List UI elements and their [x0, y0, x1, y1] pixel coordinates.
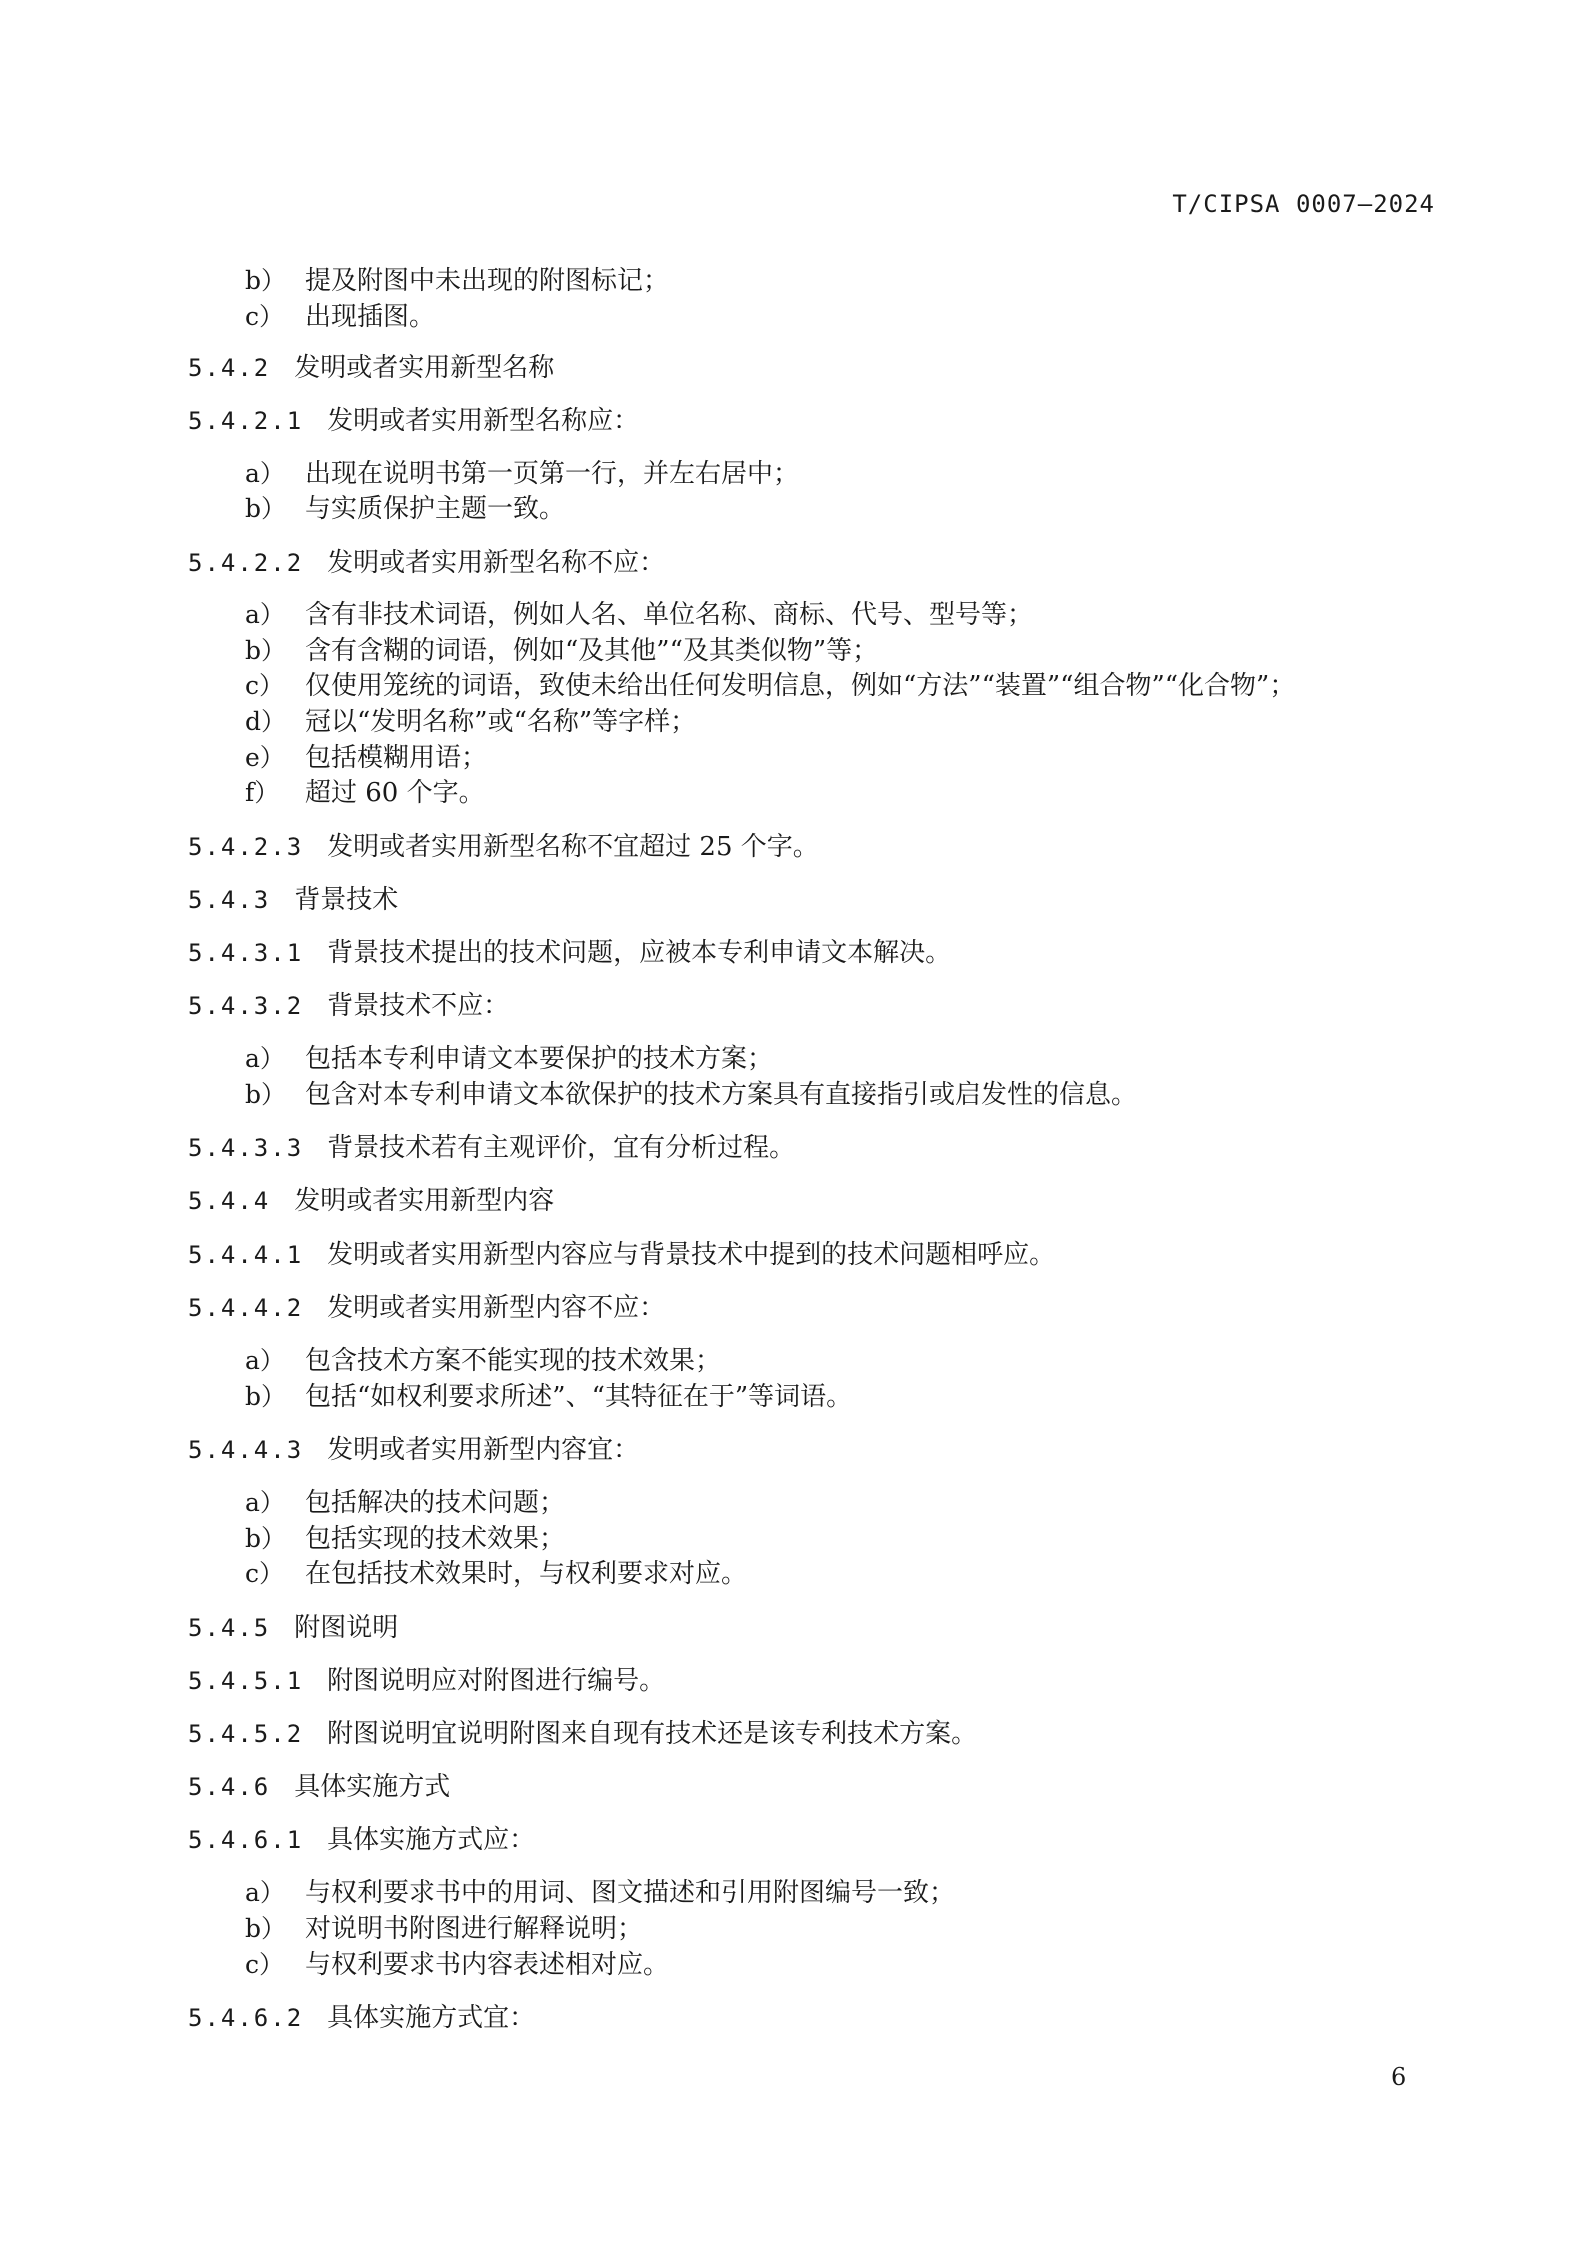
clause-number: 5.4.4.3	[188, 1436, 304, 1464]
clause-number: 5.4.5	[188, 1614, 271, 1642]
section-heading	[188, 403, 639, 439]
clause-number: 5.4.5.2	[188, 1720, 304, 1748]
list-item-marker: d）	[245, 707, 287, 736]
section-heading	[188, 1290, 665, 1326]
list-item-text: 出现在说明书第一页第一行，并左右居中；	[305, 459, 800, 489]
list-item-text: 含有非技术词语，例如人名、单位名称、商标、代号、型号等；	[305, 600, 1034, 630]
list-item	[245, 299, 435, 335]
clause-text: 具体实施方式应：	[327, 1825, 536, 1855]
clause-number: 5.4.6.1	[188, 1826, 304, 1854]
document-code: T/CIPSA 0007—2024	[1172, 190, 1435, 218]
list-item-text: 包括本专利申请文本要保护的技术方案；	[305, 1044, 774, 1074]
clause-text: 背景技术	[294, 885, 399, 915]
list-item-marker: b）	[245, 1080, 287, 1109]
section-heading	[188, 1183, 554, 1219]
section-heading	[188, 1769, 450, 1805]
section-heading	[188, 1130, 795, 1166]
list-item-text: 对说明书附图进行解释说明；	[305, 1914, 644, 1944]
list-item-text: 包括实现的技术效果；	[305, 1524, 566, 1554]
clause-number: 5.4.4	[188, 1187, 271, 1215]
list-item-text: 与实质保护主题一致。	[305, 494, 566, 524]
clause-text: 发明或者实用新型名称应：	[327, 406, 640, 436]
clause-text: 发明或者实用新型名称	[294, 353, 555, 383]
clause-number: 5.4.4.2	[188, 1294, 304, 1322]
list-item-text: 包括“如权利要求所述”、“其特征在于”等词语。	[305, 1382, 853, 1412]
section-heading	[188, 935, 951, 971]
list-item	[245, 1485, 565, 1521]
clause-number: 5.4.2.3	[188, 833, 304, 861]
list-item	[245, 263, 669, 299]
section-heading	[188, 1716, 977, 1752]
list-item	[245, 775, 485, 811]
list-item	[245, 668, 1295, 704]
list-item-marker: a）	[245, 1878, 285, 1907]
list-item-text: 仅使用笼统的词语，致使未给出任何发明信息，例如“方法”“装置”“组合物”“化合物”；	[305, 671, 1296, 701]
section-heading	[188, 882, 398, 918]
clause-number: 5.4.4.1	[188, 1241, 304, 1269]
section-heading	[188, 1822, 535, 1858]
section-heading	[188, 545, 665, 581]
list-item-text: 与权利要求书中的用词、图文描述和引用附图编号一致；	[305, 1878, 956, 1908]
clause-text: 背景技术不应：	[327, 991, 510, 1021]
list-item	[245, 1521, 565, 1557]
list-item-text: 超过 60 个字。	[305, 778, 485, 808]
clause-text: 附图说明	[294, 1613, 399, 1643]
clause-number: 5.4.2.2	[188, 549, 304, 577]
list-item	[245, 1379, 852, 1415]
list-item-marker: a）	[245, 1488, 285, 1517]
list-item-marker: a）	[245, 600, 285, 629]
clause-number: 5.4.3.2	[188, 992, 304, 1020]
list-item-marker: f）	[245, 778, 280, 807]
list-item-marker: b）	[245, 1382, 287, 1411]
section-heading	[188, 1237, 1055, 1273]
clause-text: 附图说明应对附图进行编号。	[327, 1666, 666, 1696]
list-item	[245, 1556, 747, 1592]
list-item	[245, 1343, 721, 1379]
list-item	[245, 1875, 955, 1911]
clause-number: 5.4.2	[188, 354, 271, 382]
page-number: 6	[1391, 2063, 1407, 2091]
clause-number: 5.4.6.2	[188, 2004, 304, 2032]
clause-text: 附图说明宜说明附图来自现有技术还是该专利技术方案。	[327, 1719, 978, 1749]
clause-number: 5.4.3.1	[188, 939, 304, 967]
section-heading	[188, 1610, 398, 1646]
list-item-marker: a）	[245, 459, 285, 488]
clause-text: 具体实施方式宜：	[327, 2003, 536, 2033]
section-heading	[188, 829, 819, 865]
list-item-text: 出现插图。	[305, 302, 436, 332]
section-heading	[188, 1663, 665, 1699]
list-item-marker: c）	[245, 1950, 285, 1979]
list-item-marker: e）	[245, 743, 285, 772]
section-heading	[188, 2000, 535, 2036]
list-item	[245, 633, 878, 669]
list-item	[245, 740, 487, 776]
clause-text: 发明或者实用新型内容	[294, 1186, 555, 1216]
list-item-text: 包含技术方案不能实现的技术效果；	[305, 1346, 722, 1376]
list-item	[245, 491, 565, 527]
section-heading	[188, 988, 509, 1024]
clause-number: 5.4.6	[188, 1773, 271, 1801]
list-item-marker: b）	[245, 1524, 287, 1553]
list-item-marker: c）	[245, 1559, 285, 1588]
list-item-text: 提及附图中未出现的附图标记；	[305, 266, 670, 296]
clause-text: 发明或者实用新型内容应与背景技术中提到的技术问题相呼应。	[327, 1240, 1056, 1270]
list-item-text: 包含对本专利申请文本欲保护的技术方案具有直接指引或启发性的信息。	[305, 1080, 1138, 1110]
list-item	[245, 1077, 1137, 1113]
list-item-marker: c）	[245, 302, 285, 331]
list-item	[245, 1041, 773, 1077]
list-item	[245, 597, 1033, 633]
clause-text: 发明或者实用新型内容不应：	[327, 1293, 666, 1323]
clause-text: 发明或者实用新型内容宜：	[327, 1435, 640, 1465]
list-item-marker: a）	[245, 1346, 285, 1375]
list-item-text: 在包括技术效果时，与权利要求对应。	[305, 1559, 748, 1589]
list-item	[245, 1947, 669, 1983]
list-item-marker: a）	[245, 1044, 285, 1073]
list-item	[245, 456, 799, 492]
section-heading	[188, 350, 554, 386]
list-item-text: 冠以“发明名称”或“名称”等字样；	[305, 707, 697, 737]
clause-number: 5.4.2.1	[188, 407, 304, 435]
list-item	[245, 704, 696, 740]
clause-number: 5.4.3.3	[188, 1134, 304, 1162]
list-item-marker: b）	[245, 636, 287, 665]
list-item	[245, 1911, 643, 1947]
clause-text: 背景技术若有主观评价，宜有分析过程。	[327, 1133, 796, 1163]
list-item-text: 包括模糊用语；	[305, 743, 488, 773]
section-heading	[188, 1432, 639, 1468]
list-item-text: 与权利要求书内容表述相对应。	[305, 1950, 670, 1980]
list-item-text: 含有含糊的词语，例如“及其他”“及其类似物”等；	[305, 636, 879, 666]
list-item-marker: c）	[245, 671, 285, 700]
clause-number: 5.4.3	[188, 886, 271, 914]
list-item-marker: b）	[245, 494, 287, 523]
list-item-marker: b）	[245, 266, 287, 295]
list-item-marker: b）	[245, 1914, 287, 1943]
clause-text: 发明或者实用新型名称不应：	[327, 548, 666, 578]
clause-text: 发明或者实用新型名称不宜超过 25 个字。	[327, 832, 819, 862]
clause-number: 5.4.5.1	[188, 1667, 304, 1695]
clause-text: 具体实施方式	[294, 1772, 451, 1802]
list-item-text: 包括解决的技术问题；	[305, 1488, 566, 1518]
clause-text: 背景技术提出的技术问题，应被本专利申请文本解决。	[327, 938, 952, 968]
